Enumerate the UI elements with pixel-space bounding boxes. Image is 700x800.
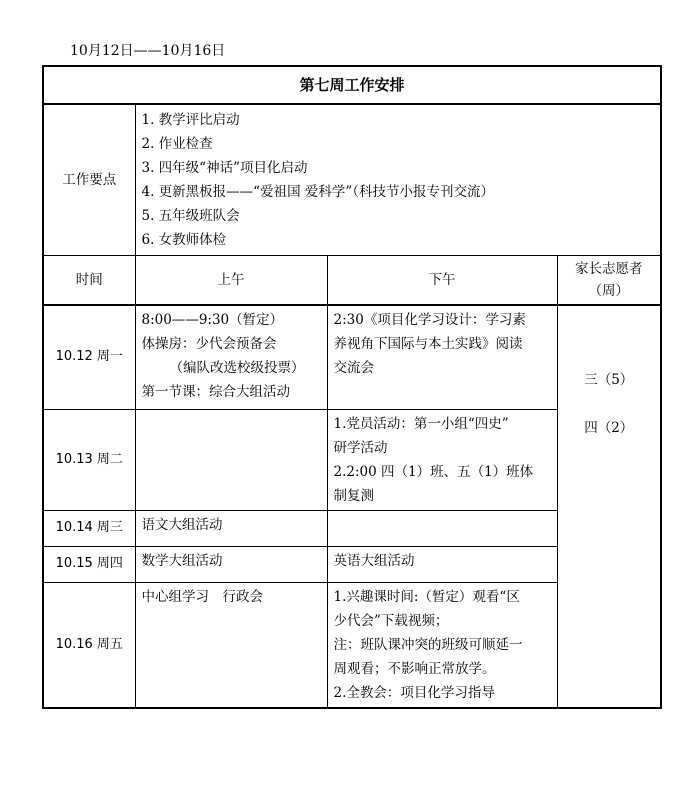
cell-line: 制复测 [333,487,374,504]
morning-cell-mon [135,305,327,409]
cell-line: 语文大组活动 [141,516,223,533]
cell-line: 周观看；不影响正常放学。 [333,660,496,677]
cell-line: 数学大组活动 [141,552,223,569]
key-point-item: 2. 作业检查 [141,136,213,152]
cell-line: 养视角下国际与本土实践》阅读 [333,336,523,352]
cell-line: 体操房：少代会预备会 [141,336,277,352]
date-cell-wed: 10.14 周三 [43,510,135,546]
weekly-schedule-table [42,65,662,709]
cell-line: 少代会”下载视频； [333,612,449,629]
cell-line: 中心组学习 行政会 [141,588,263,605]
volunteer-cell [557,305,661,708]
morning-cell-thu [135,546,327,582]
cell-line: 2.全教会：项目化学习指导 [333,684,495,701]
afternoon-cell-mon [327,305,557,409]
afternoon-cell-fri [327,582,557,708]
cell-line: 交流会 [333,360,374,376]
cell-line: 英语大组活动 [333,552,415,569]
afternoon-cell-wed [327,510,557,546]
cell-line: 研学活动 [333,439,388,456]
cell-line: 8:00——9:30（暂定） [141,312,284,328]
afternoon-cell-thu [327,546,557,582]
header-time: 时间 [43,256,135,306]
key-point-item: 5. 五年级班队会 [141,208,240,224]
cell-line: 第一节课：综合大组活动 [141,384,290,400]
key-points-list [135,104,661,256]
date-range: 10月12日——10月16日 [70,43,226,59]
cell-line: （编队改选校级投票） [169,360,305,376]
date-cell-thu: 10.15 周四 [43,546,135,582]
morning-cell-tue [135,409,327,510]
key-point-item: 4. 更新黑板报——“爱祖国 爱科学”（科技节小报专刊交流） [141,184,495,200]
header-volunteer: 家长志愿者（周） [557,256,661,306]
cell-line: 注：班队课冲突的班级可顺延一 [333,636,523,653]
volunteer-class: 四（2） [584,420,634,436]
header-morning: 上午 [135,256,327,306]
date-cell-tue: 10.13 周二 [43,409,135,510]
header-afternoon: 下午 [327,256,557,306]
key-point-item: 1. 教学评比启动 [141,112,240,128]
cell-line: 2:30《项目化学习设计：学习素 [333,312,526,328]
date-cell-fri: 10.16 周五 [43,582,135,708]
key-point-item: 6. 女教师体检 [141,232,227,248]
key-points-label: 工作要点 [43,104,135,256]
key-point-item: 3. 四年级“神话”项目化启动 [141,160,308,176]
date-cell-mon: 10.12 周一 [43,305,135,409]
afternoon-cell-tue [327,409,557,510]
morning-cell-fri [135,582,327,708]
morning-cell-wed [135,510,327,546]
volunteer-class: 三（5） [584,372,634,388]
cell-line: 1.兴趣课时间:（暂定）观看“区 [333,588,520,605]
table-title: 第七周工作安排 [43,66,661,104]
cell-line: 2.2:00 四（1）班、五（1）班体 [333,463,534,480]
cell-line: 1.党员活动：第一小组“四史” [333,415,509,432]
